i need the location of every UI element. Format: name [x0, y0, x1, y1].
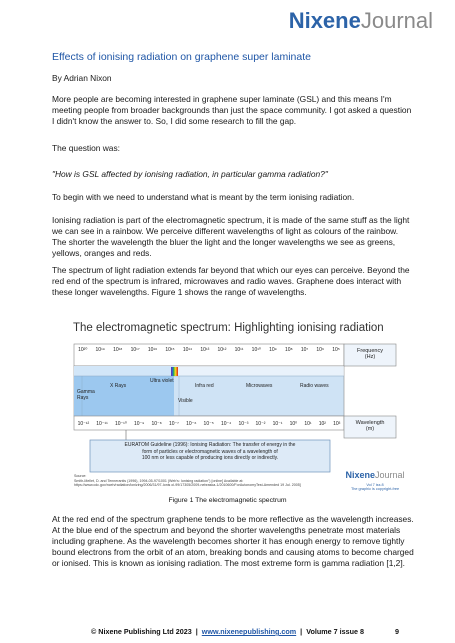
- footer-separator: |: [300, 627, 303, 636]
- band-infrared: Infra red: [195, 383, 214, 389]
- freq-tick: 10¹⁰: [251, 347, 261, 353]
- figure-logo-name: Nixene: [345, 470, 375, 480]
- paragraph-5: The spectrum of light radiation extends far beyond that which our eyes can perceive. Beyond the red end of the spectrum is infrared, microwaves and radio waves. Graphene does interact with these longer wavelengths. Figure 1 shows the range of wavelengths.: [52, 265, 410, 297]
- ionising-definition: [90, 442, 330, 462]
- wave-tick: 10⁻⁵: [203, 421, 214, 427]
- freq-tick: 10⁶: [316, 347, 325, 353]
- freq-tick: 10¹⁷: [130, 347, 140, 353]
- band-gamma-line2: Rays: [77, 395, 89, 401]
- wavelength-ticks: [74, 421, 344, 431]
- source-line-1: Source:: [74, 474, 87, 478]
- frequency-unit: (Hz): [364, 354, 376, 360]
- figure-logo-sub-2: The graphic is copyright-free: [350, 486, 400, 491]
- freq-tick: 10⁵: [332, 347, 340, 353]
- wave-tick: 10⁻¹: [272, 421, 283, 427]
- freq-tick: 10¹⁵: [165, 347, 175, 353]
- visible-light-rainbow: [171, 367, 178, 376]
- band-uv: Ultra violet: [150, 378, 174, 384]
- brand-name: Nixene: [288, 8, 361, 33]
- band-visible: Visible: [178, 398, 193, 404]
- quote: "How is GSL affected by ionising radiation, in particular gamma radiation?": [52, 169, 328, 179]
- freq-tick: 10¹⁸: [113, 347, 123, 353]
- freq-tick: 10¹⁴: [182, 347, 193, 353]
- footer-volume: Volume 7 issue 8: [306, 627, 364, 636]
- source-line-3: https://www.cdc.gov/nceh/radiation/ionizing/2006/31/97-Ionis ol-99/17305/2009-nebraska-1/2010600/ForAutonomyTest-Amended 19 Jul. 2005]: [74, 483, 301, 488]
- freq-tick: 10¹³: [200, 347, 210, 353]
- footer-website-link[interactable]: www.nixenepublishing.com: [201, 627, 297, 636]
- wavelength-label: Wavelength: [355, 420, 385, 426]
- paragraph-4: Ionising radiation is part of the electromagnetic spectrum, it is made of the same stuff as the light we can see in a rainbow. We perceive different wavelengths of light as colours of the rainbow. The shorter the wavelength the bluer the light and the longer wavelengths we see as greens, yellows, oranges and reds.: [52, 215, 410, 258]
- freq-tick: 10²⁰: [78, 347, 88, 353]
- wave-tick: 10⁻⁸: [151, 421, 162, 427]
- wave-tick: 10⁻³: [238, 421, 249, 427]
- wavelength-axis-label: [344, 420, 396, 432]
- wave-tick: 10¹: [304, 421, 312, 427]
- wave-tick: 10⁻⁶: [186, 421, 197, 427]
- wave-tick: 10²: [318, 421, 326, 427]
- footer: [0, 627, 455, 636]
- wave-tick: 10⁻⁹: [133, 421, 145, 427]
- band-microwaves: Microwaves: [246, 383, 273, 389]
- article-title: Effects of ionising radiation on graphene super laminate: [52, 51, 311, 63]
- freq-tick: 10⁹: [269, 347, 277, 353]
- band-gamma: [77, 389, 95, 401]
- wave-tick: 10⁻¹⁰: [114, 421, 127, 427]
- paragraph-6: At the red end of the spectrum graphene tends to be more reflective as the wavelength increases. At the blue end of the spectrum and beyond the shorter wavelengths penetrate most materials including graphene. As the wavelength becomes shorter it has enough energy to remove tightly bound electrons from the orbit of an atom, breaking bonds and causing atoms to become charged or ionised. This is known as ionising radiation. The most extreme form is gamma radiation [1,2].: [52, 514, 414, 568]
- source-line-2: Smith-Mellet, D. and Tennerantis (1996), 1994-05-97/1001 (Web's: Ionising radiation") [online] Available at:: [74, 478, 244, 483]
- figure-logo-sub-1: Vol 7 iss 8: [366, 483, 384, 487]
- frequency-label: Frequency: [357, 348, 383, 354]
- definition-line-2: form of particles or electromagnetic waves of a wavelength of: [142, 448, 278, 455]
- freq-tick: 10⁸: [284, 347, 293, 353]
- byline: By Adrian Nixon: [52, 73, 112, 83]
- freq-tick: 10⁷: [300, 347, 309, 353]
- wave-tick: 10⁻¹¹: [96, 421, 108, 427]
- band-xray: X Rays: [110, 383, 127, 389]
- definition-line-3: 100 nm or less capable of producing ions directly or indirectly.: [141, 455, 279, 461]
- definition-line-1: EURATOM Guideline (1996): Ionising Radiation: The transfer of energy in the: [124, 442, 296, 448]
- freq-tick: 10¹²: [217, 347, 227, 353]
- frequency-axis-label: [344, 348, 396, 360]
- brand-logo: [289, 10, 433, 32]
- figure-logo-suffix: Journal: [374, 470, 405, 480]
- freq-tick: 10¹⁹: [95, 347, 105, 353]
- footer-copyright: © Nixene Publishing Ltd 2023: [91, 627, 192, 636]
- wave-tick: 10⁻²: [255, 421, 266, 427]
- wavelength-unit: (m): [365, 426, 375, 432]
- wave-tick: 10⁻¹²: [77, 421, 90, 427]
- figure-source: [74, 474, 334, 488]
- band-gamma-line1: Gamma: [77, 389, 95, 395]
- figure-title: The electromagnetic spectrum: Highlighting ionising radiation: [73, 322, 384, 334]
- freq-tick: 10¹¹: [234, 347, 244, 353]
- band-radio: Radio waves: [300, 383, 329, 389]
- brand-suffix: Journal: [360, 8, 433, 33]
- footer-separator: |: [195, 627, 198, 636]
- wave-tick: 10³: [333, 421, 341, 427]
- wave-tick: 10⁻⁴: [220, 421, 232, 427]
- paragraph-2: The question was:: [52, 143, 120, 153]
- wave-tick: 10⁻⁷: [168, 421, 179, 427]
- paragraph-1: More people are becoming interested in graphene super laminate (GSL) and this means I'm meeting people from broader backgrounds than just the space community. I got asked a question I didn't know the answer to. So, I did some research to fill the gap.: [52, 94, 412, 126]
- paragraph-3: To begin with we need to understand what is meant by the term ionising radiation.: [52, 192, 355, 202]
- freq-tick: 10¹⁶: [147, 347, 158, 353]
- figure-caption: Figure 1 The electromagnetic spectrum: [168, 497, 287, 504]
- wave-tick: 10⁰: [289, 421, 298, 427]
- figure-journal-logo: [340, 466, 410, 492]
- band-top-strip: [74, 366, 344, 376]
- frequency-ticks: [74, 347, 344, 359]
- page-number: 9: [395, 627, 399, 636]
